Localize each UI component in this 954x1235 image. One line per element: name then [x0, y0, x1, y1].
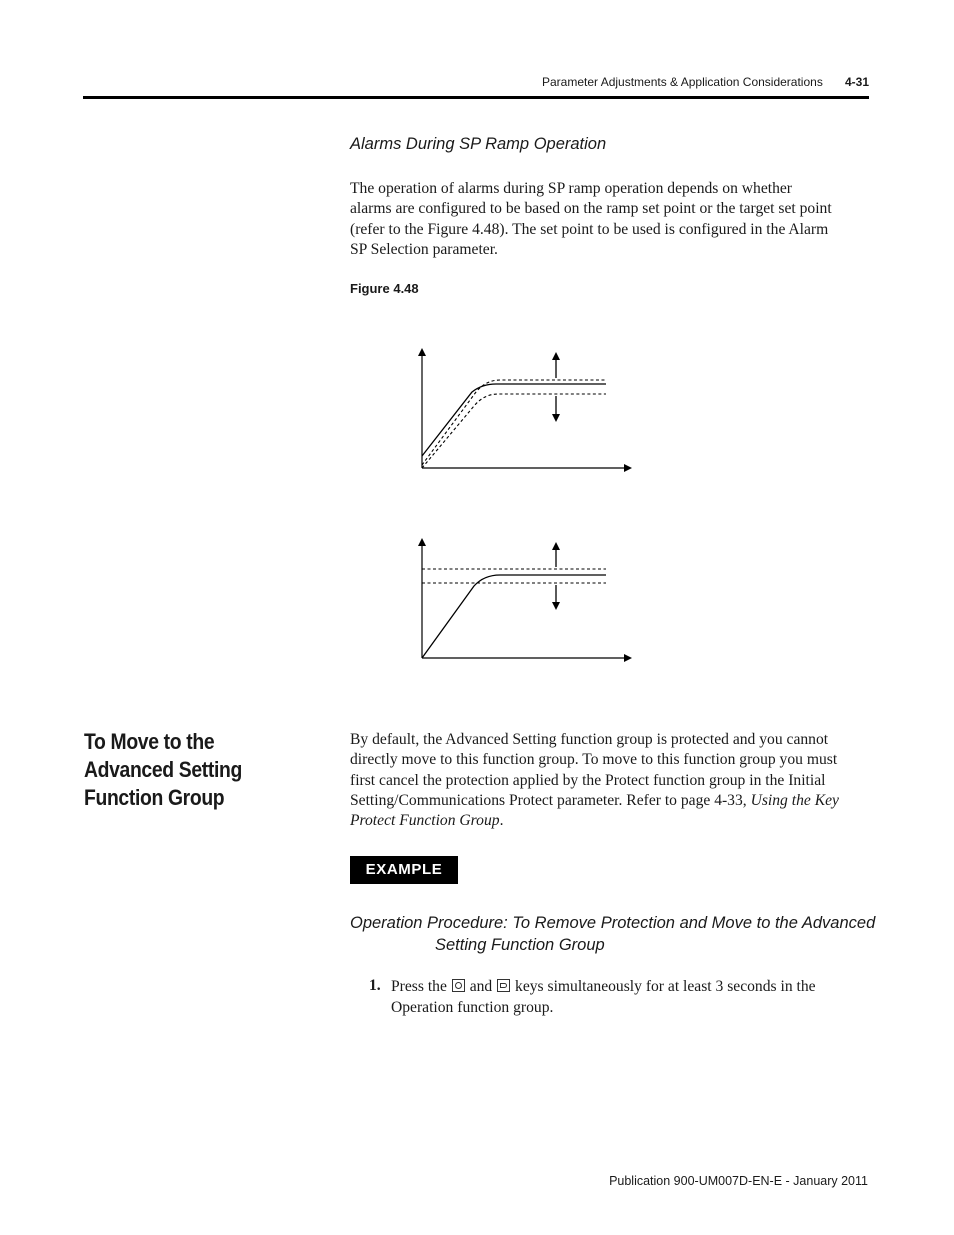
ramp-setpoint-line	[422, 575, 606, 658]
paragraph-line: By default, the Advanced Setting function group is protected and you cannot	[350, 731, 829, 748]
section-title: To Move to the Advanced Setting Function Group	[84, 729, 242, 810]
step-text	[391, 976, 861, 1018]
subsection-title: Alarms During SP Ramp Operation	[350, 135, 607, 153]
lower-alarm-band	[422, 394, 606, 468]
step-text-part: and	[469, 978, 493, 995]
ramp-setpoint-line	[422, 384, 606, 456]
step-text-part: Press the	[391, 978, 447, 995]
section-paragraph	[350, 730, 875, 831]
publication-footer: Publication 900-UM007D-EN-E - January 2011	[609, 1174, 868, 1188]
paragraph-line	[350, 791, 875, 811]
target-setpoint-diagram	[422, 540, 630, 658]
paragraph-line: first cancel the protection applied by the Protect function group in the Initial	[350, 771, 826, 789]
level-key-icon	[452, 979, 465, 992]
header-rule	[83, 96, 869, 99]
example-badge: EXAMPLE	[350, 856, 458, 884]
paragraph-line: alarms are configured to be based on the ramp set point or the target set point	[350, 200, 832, 218]
paragraph-line: The operation of alarms during SP ramp operation depends on whether	[350, 180, 792, 197]
running-header-title: Parameter Adjustments & Application Considerations	[542, 75, 823, 89]
step-text-part: keys simultaneously for at least 3 seconds in the	[515, 978, 816, 995]
procedure-title-line: Operation Procedure: To Remove Protection and Move to the Advanced	[350, 914, 876, 932]
paragraph-text: .	[499, 812, 504, 830]
step-number: 1.	[369, 977, 381, 994]
paragraph-line	[350, 811, 875, 831]
subsection-paragraph	[350, 179, 875, 260]
paragraph-line: (refer to the Figure 4.48). The set point to be used is configured in the Alarm	[350, 220, 829, 238]
procedure-title	[350, 912, 875, 956]
procedure-title-line: Setting Function Group	[435, 936, 605, 954]
cross-reference-link[interactable]: Using the Key	[750, 791, 839, 809]
mode-key-icon	[497, 979, 510, 992]
step-text-part: Operation function group.	[391, 999, 554, 1016]
ramp-setpoint-diagram	[422, 350, 630, 468]
cross-reference-link[interactable]: Protect Function Group	[350, 812, 500, 830]
paragraph-line: SP Selection parameter.	[350, 240, 498, 258]
paragraph-line: directly move to this function group. To move to this function group you must	[350, 751, 838, 769]
upper-alarm-band	[422, 380, 606, 465]
figure-label: Figure 4.48	[350, 281, 419, 296]
ramp-alarm-figure	[400, 340, 650, 670]
paragraph-text: Setting/Communications Protect parameter. Refer to page 4-33,	[350, 791, 747, 809]
page-number: 4-31	[845, 75, 870, 89]
